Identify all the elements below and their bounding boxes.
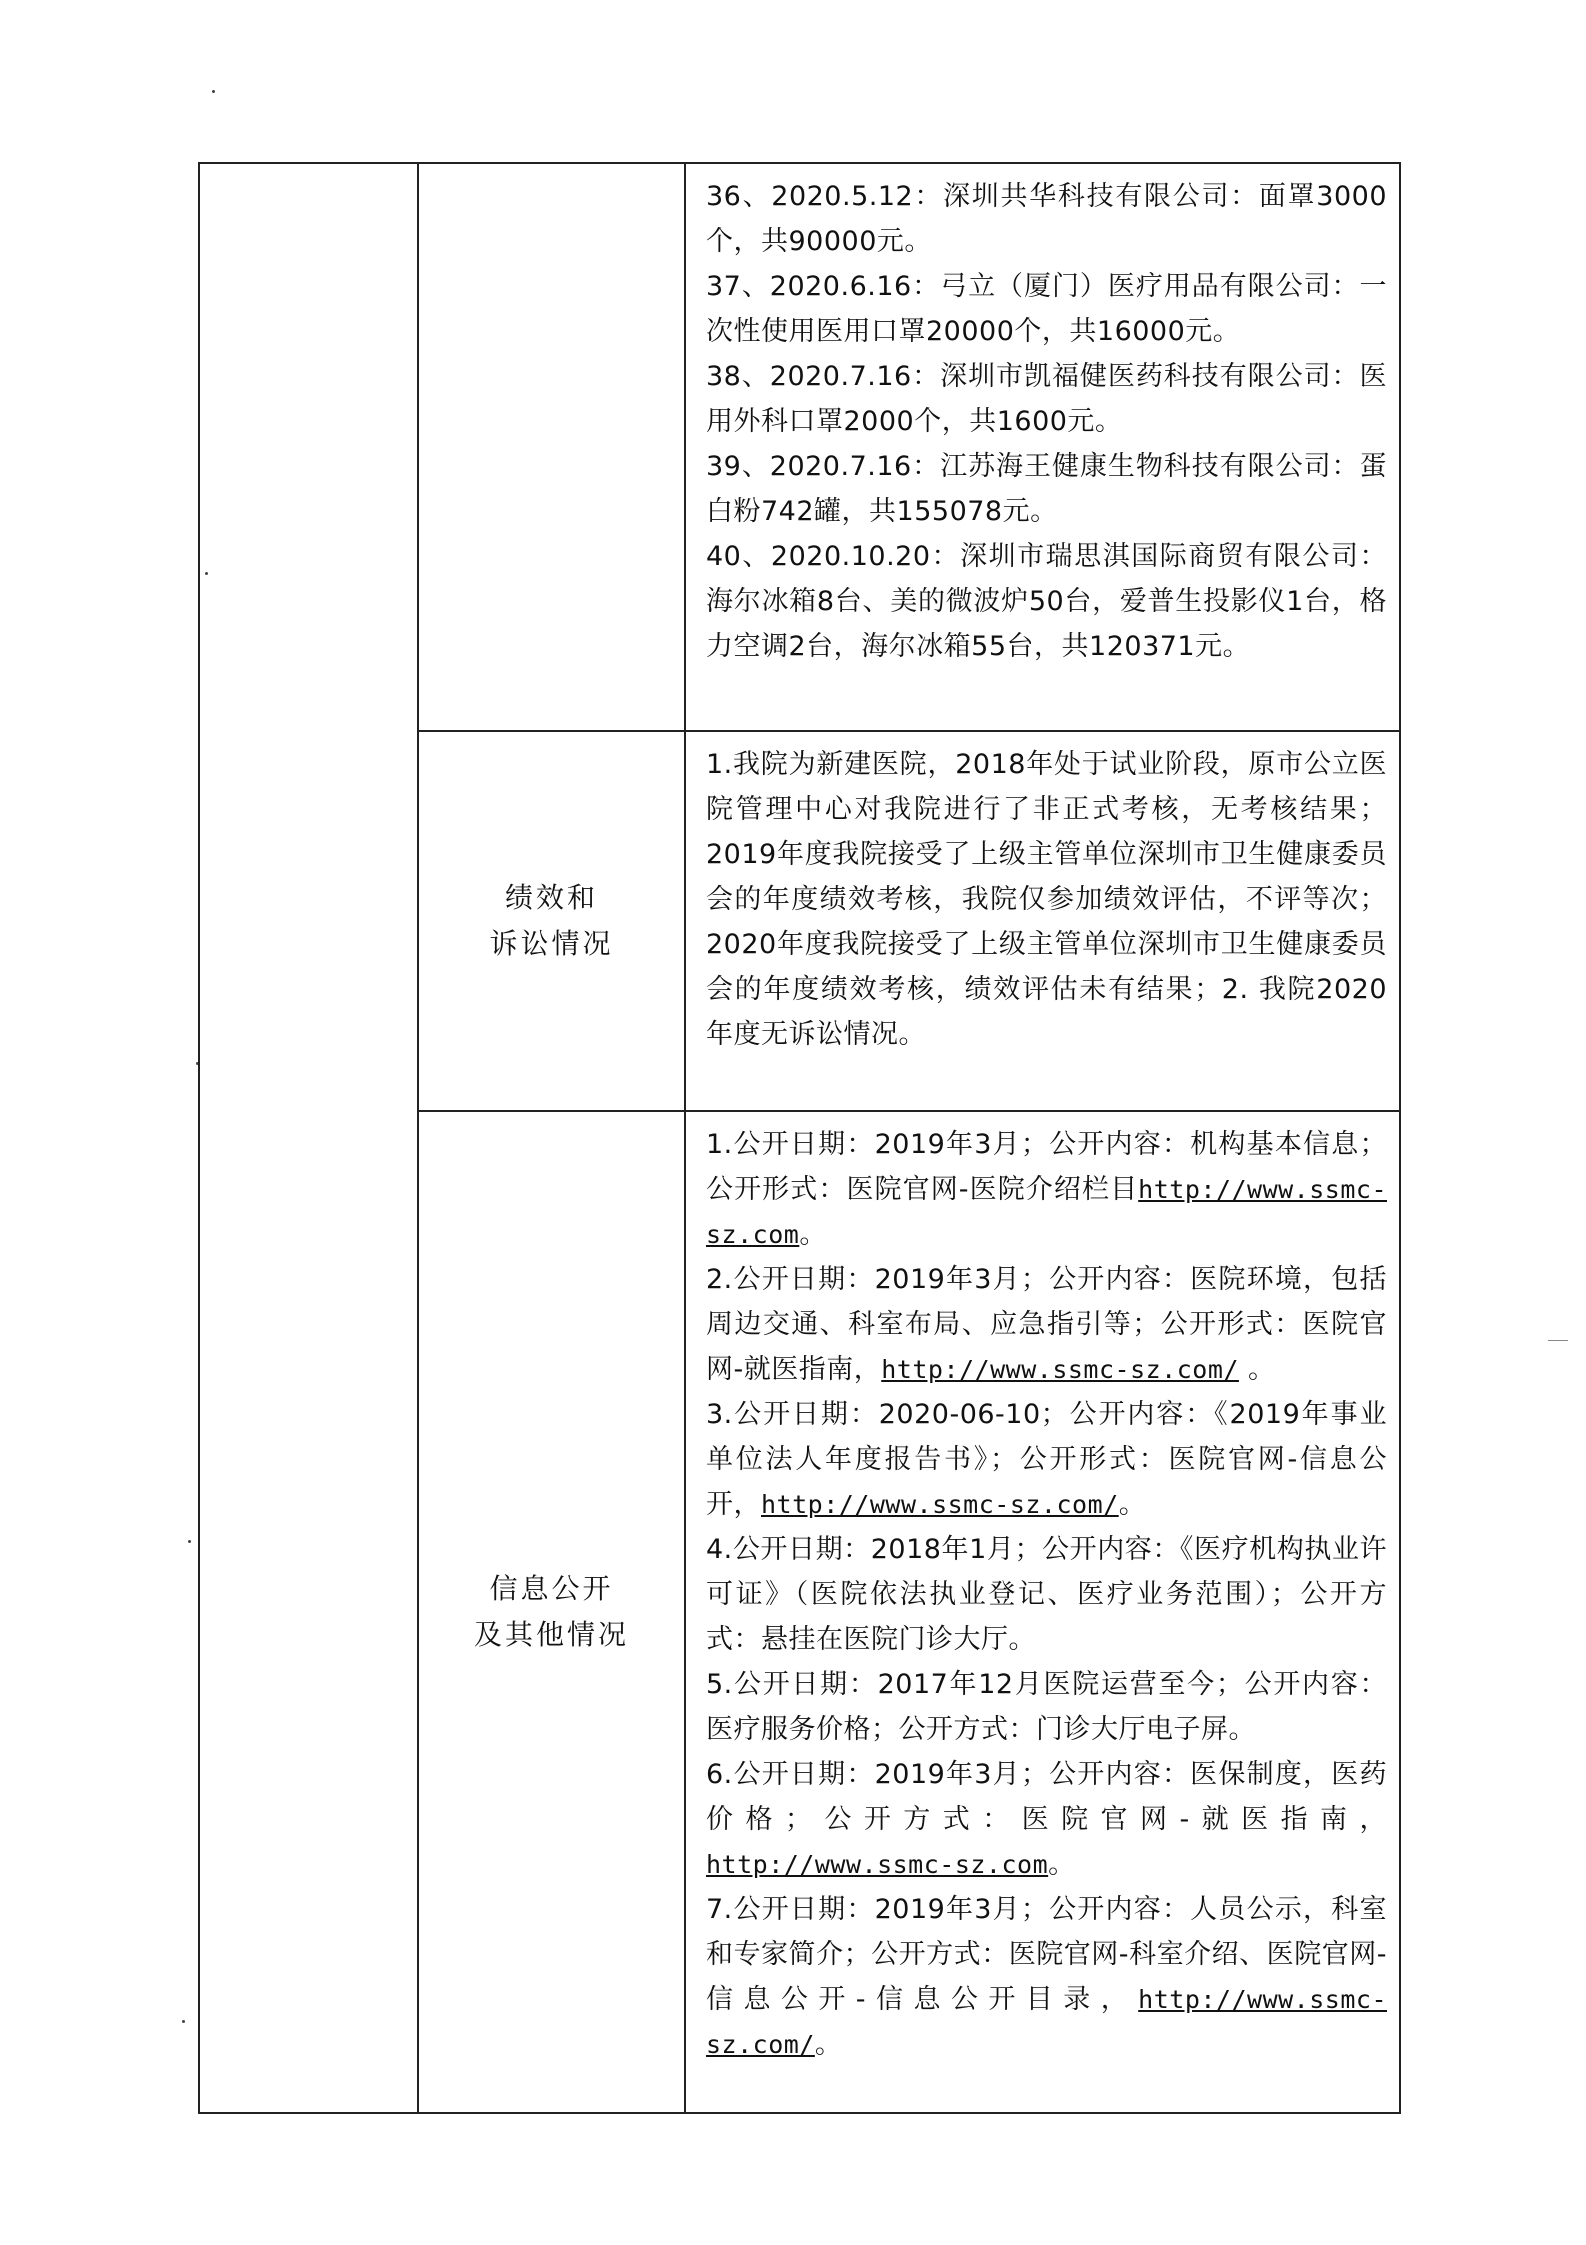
disclosure-item bbox=[706, 1662, 1387, 1752]
purchases-cell bbox=[685, 163, 1400, 731]
disclosure-link[interactable]: http://www.ssmc-sz.com/ bbox=[706, 1985, 1387, 2059]
scan-speck bbox=[212, 90, 215, 93]
disclosure-content-cell bbox=[685, 1111, 1400, 2113]
disclosure-link[interactable]: http://www.ssmc-sz.com/ bbox=[881, 1355, 1239, 1384]
disclosure-item bbox=[706, 1257, 1387, 1392]
disclosure-label-cell bbox=[418, 1111, 685, 2113]
disclosure-item-text: 5.公开日期：2017年12月医院运营至今；公开内容：医疗服务价格；公开方式：门诊大厅电子屏。 bbox=[706, 1669, 1387, 1745]
purchase-item: 40、2020.10.20：深圳市瑞思淇国际商贸有限公司：海尔冰箱8台、美的微波炉50台，爱普生投影仪1台，格力空调2台，海尔冰箱55台，共120371元。 bbox=[706, 541, 1387, 662]
disclosure-item-text: 7.公开日期：2019年3月；公开内容：人员公示，科室和专家简介；公开方式：医院官网-科室介绍、医院官网-信息公开-信息公开目录， bbox=[706, 1894, 1387, 2015]
performance-label-cell bbox=[418, 731, 685, 1111]
scan-mark bbox=[1548, 1340, 1568, 1341]
performance-label bbox=[419, 875, 684, 967]
disclosure-item-text: 6.公开日期：2019年3月；公开内容：医保制度，医药价格；公开方式：医院官网-就医指南， bbox=[706, 1759, 1387, 1835]
disclosure-item bbox=[706, 1527, 1387, 1662]
disclosure-label bbox=[419, 1566, 684, 1658]
label-cell-empty bbox=[418, 163, 685, 731]
disclosure-item-tail: 。 bbox=[1238, 1354, 1276, 1385]
disclosure-item bbox=[706, 1392, 1387, 1527]
disclosure-link[interactable]: http://www.ssmc-sz.com/ bbox=[761, 1490, 1119, 1519]
disclosure-item-tail: 。 bbox=[799, 1219, 827, 1250]
purchase-item: 37、2020.6.16：弓立（厦门）医疗用品有限公司：一次性使用医用口罩20000个，共16000元。 bbox=[706, 271, 1387, 347]
scan-speck bbox=[188, 1540, 191, 1543]
disclosure-link[interactable]: http://www.ssmc-sz.com bbox=[706, 1175, 1387, 1249]
performance-text: 1.我院为新建医院，2018年处于试业阶段，原市公立医院管理中心对我院进行了非正式考核，无考核结果；2019年度我院接受了上级主管单位深圳市卫生健康委员会的年度绩效考核，我院仅参加绩效评估，不评等次；2020年度我院接受了上级主管单位深圳市卫生健康委员会的年度绩效考核，绩效评估未有结果；2. 我院2020年度无诉讼情况。 bbox=[706, 749, 1387, 1050]
performance-label-line1: 绩效和 bbox=[504, 881, 598, 914]
purchase-item: 38、2020.7.16：深圳市凯福健医药科技有限公司：医用外科口罩2000个，共1600元。 bbox=[706, 361, 1387, 437]
disclosure-item-text: 4.公开日期：2018年1月；公开内容：《医疗机构执业许可证》（医院依法执业登记、医疗业务范围）；公开方式：悬挂在医院门诊大厅。 bbox=[706, 1534, 1387, 1655]
performance-content-cell bbox=[685, 731, 1400, 1111]
scan-speck bbox=[182, 2020, 185, 2023]
disclosure-item bbox=[706, 1887, 1387, 2067]
disclosure-item-text: 2.公开日期：2019年3月；公开内容：医院环境，包括周边交通、科室布局、应急指引等；公开形式：医院官网-就医指南， bbox=[706, 1264, 1387, 1385]
disclosure-item-text: 3.公开日期：2020-06-10；公开内容：《2019年事业单位法人年度报告书》；公开形式：医院官网-信息公开， bbox=[706, 1399, 1387, 1520]
purchase-item: 36、2020.5.12：深圳共华科技有限公司：面罩3000个，共90000元。 bbox=[706, 181, 1387, 257]
purchase-item: 39、2020.7.16：江苏海王健康生物科技有限公司：蛋白粉742罐，共155078元。 bbox=[706, 451, 1387, 527]
disclosure-item-text: 1.公开日期：2019年3月；公开内容：机构基本信息；公开形式：医院官网-医院介绍栏目 bbox=[706, 1129, 1387, 1205]
disclosure-label-line1: 信息公开 bbox=[489, 1572, 614, 1605]
disclosure-item-tail: 。 bbox=[1048, 1849, 1076, 1880]
disclosure-item-tail: 。 bbox=[814, 2029, 843, 2060]
category-cell bbox=[199, 163, 418, 2113]
disclosure-link[interactable]: http://www.ssmc-sz.com bbox=[706, 1850, 1049, 1879]
row-purchases bbox=[199, 163, 1400, 731]
disclosure-item-tail: 。 bbox=[1118, 1489, 1147, 1520]
disclosure-label-line2: 及其他情况 bbox=[473, 1618, 629, 1651]
report-table bbox=[198, 162, 1401, 2114]
disclosure-list bbox=[686, 1112, 1399, 2079]
disclosure-item bbox=[706, 1122, 1387, 1257]
disclosure-item bbox=[706, 1752, 1387, 1887]
performance-label-line2: 诉讼情况 bbox=[489, 927, 614, 960]
purchase-list bbox=[686, 164, 1399, 681]
